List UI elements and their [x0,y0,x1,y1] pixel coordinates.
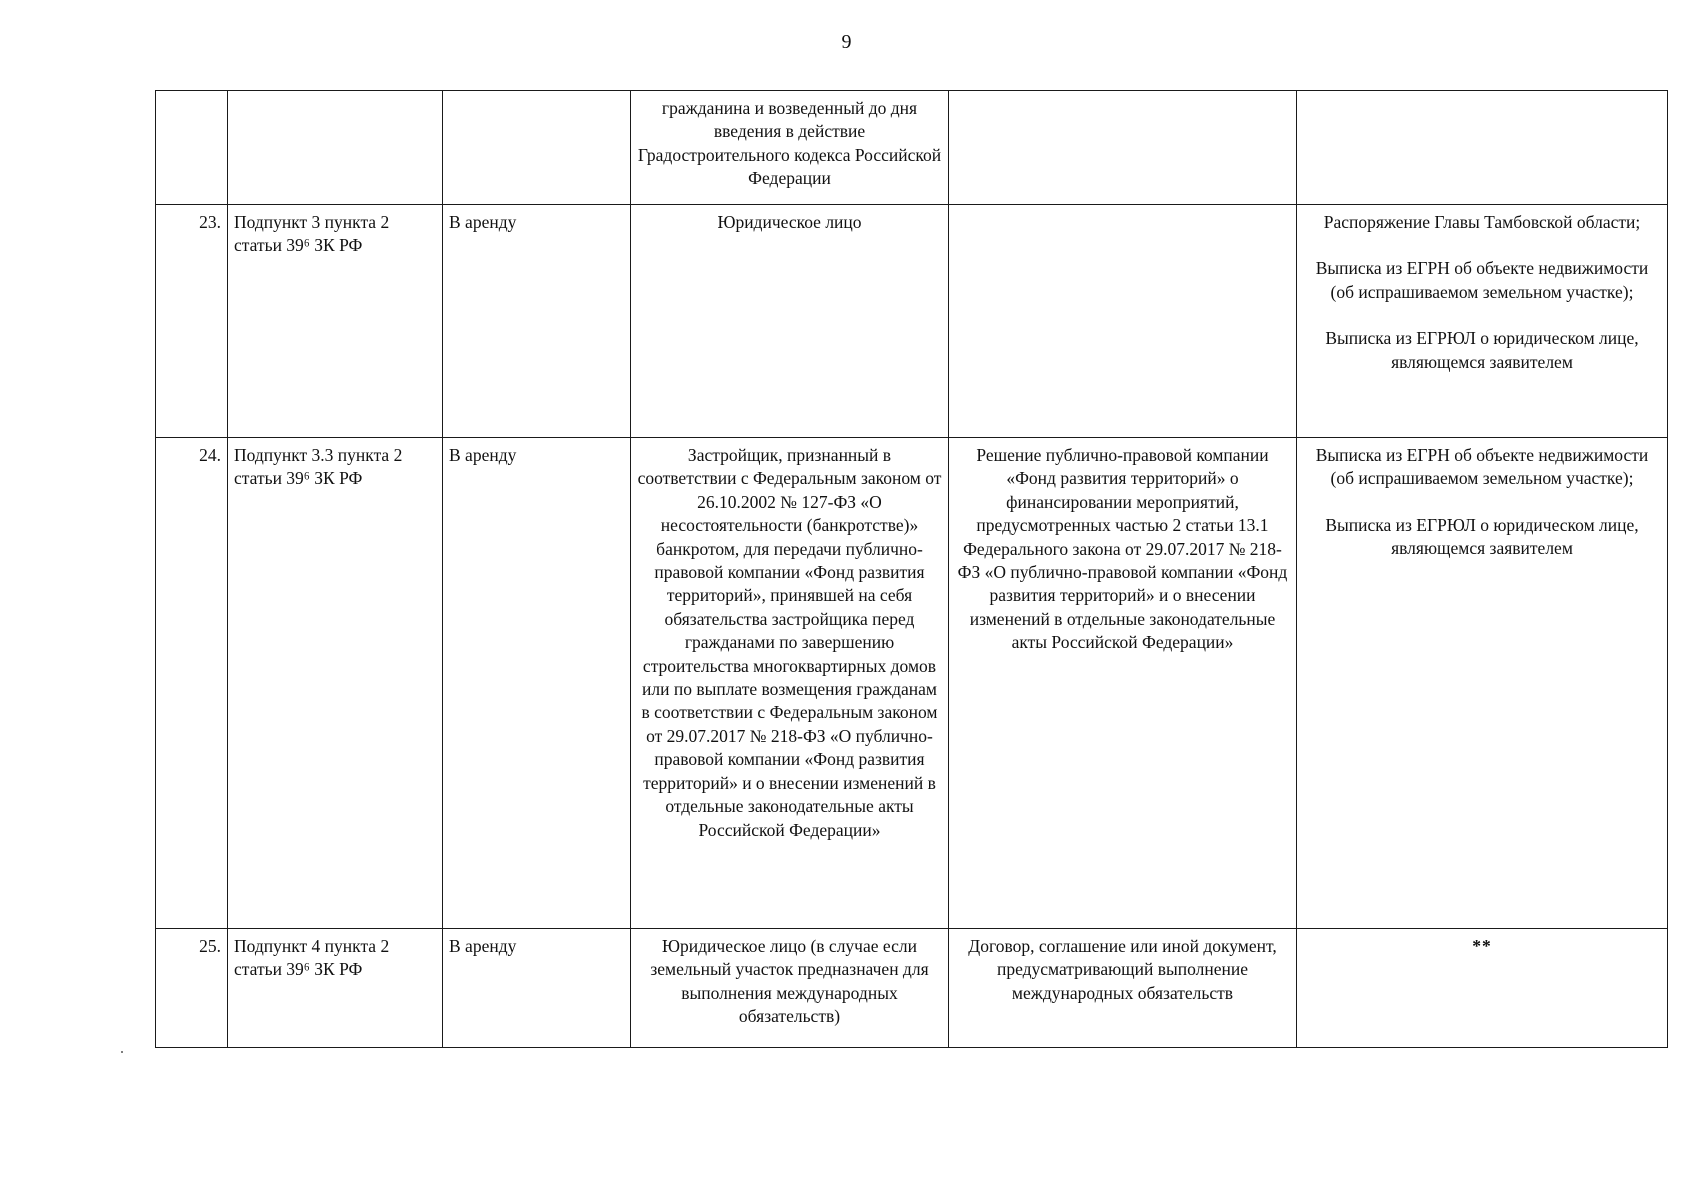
required-doc-item: Выписка из ЕГРЮЛ о юридическом лице, являющемся заявителем [1325,514,1639,559]
table-row [156,929,1668,1048]
document-cell: Договор, соглашение или иной документ, предусматривающий выполнение международных обязательств [949,929,1297,1048]
required-docs-cell [1297,438,1668,929]
required-doc-item: Выписка из ЕГРЮЛ о юридическом лице, являющемся заявителем [1325,328,1639,372]
provision-type-cell [443,91,631,205]
row-number: 24. [156,438,228,929]
applicant-cell: Юридическое лицо [631,205,949,438]
document-cell [949,205,1297,438]
legal-basis-cell: Подпункт 3 пункта 2 статьи 39⁶ ЗК РФ [228,205,443,438]
table-row [156,205,1668,438]
scan-speck [121,1051,123,1053]
page-number: 9 [841,31,852,53]
provision-type-cell: В аренду [443,205,631,438]
table-row [156,91,1668,205]
applicant-cell: гражданина и возведенный до дня введения в действие Градостроительного кодекса Российской Федерации [631,91,949,205]
row-number: 25. [156,929,228,1048]
applicant-cell: Юридическое лицо (в случае если земельный участок предназначен для выполнения международных обязательств) [631,929,949,1048]
legal-basis-cell: Подпункт 3.3 пункта 2 статьи 39⁶ ЗК РФ [228,438,443,929]
required-doc-item: Выписка из ЕГРН об объекте недвижимости (об испрашиваемом земельном участке); [1315,258,1649,302]
row-number: 23. [156,205,228,438]
legal-basis-cell: Подпункт 4 пункта 2 статьи 39⁶ ЗК РФ [228,929,443,1048]
required-doc-item: Распоряжение Главы Тамбовской области; [1323,212,1641,232]
required-docs-cell [1297,929,1668,1048]
footnote-marker: ** [1472,936,1492,956]
table-row [156,438,1668,929]
required-doc-item: Выписка из ЕГРН об объекте недвижимости (об испрашиваемом земельном участке); [1315,445,1649,489]
provision-type-cell: В аренду [443,929,631,1048]
row-number [156,91,228,205]
provision-type-cell: В аренду [443,438,631,929]
document-cell: Решение публично-правовой компании «Фонд развития территорий» о финансировании мероприятий, предусмотренных частью 2 статьи 13.1 Федерального закона от 29.07.2017 № 218-ФЗ «О публично-правовой компании «Фонд развития территорий» и о внесении изменений в отдельные законодательные акты Российской Федерации» [949,438,1297,929]
document-cell [949,91,1297,205]
required-docs-cell [1297,205,1668,438]
required-docs-cell [1297,91,1668,205]
applicant-cell: Застройщик, признанный в соответствии с Федеральным законом от 26.10.2002 № 127-ФЗ «О несостоятельности (банкротстве)» банкротом, для передачи публично-правовой компании «Фонд развития территорий», принявшей на себя обязательства застройщика перед гражданами по завершению строительства многоквартирных домов или по выплате возмещения гражданам в соответствии с Федеральным законом от 29.07.2017 № 218-ФЗ «О публично-правовой компании «Фонд развития территорий» и о внесении изменений в отдельные законодательные акты Российской Федерации» [631,438,949,929]
requirements-table [155,90,1668,1048]
legal-basis-cell [228,91,443,205]
